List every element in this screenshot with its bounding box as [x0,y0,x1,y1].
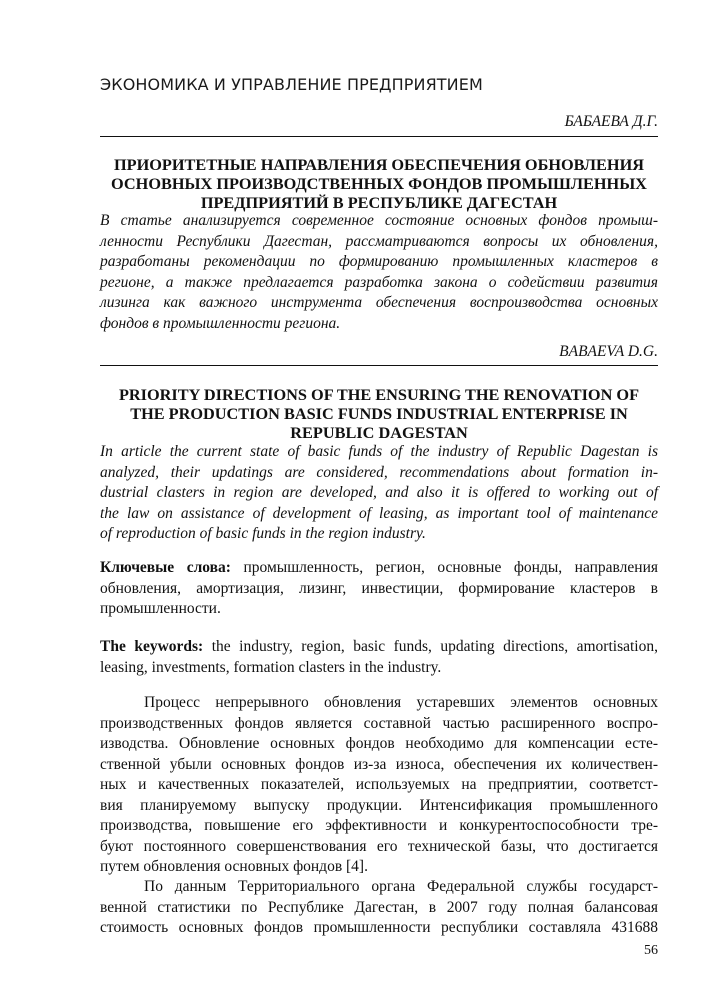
abstract-en-line: the law on assistance of development of leasing, as important tool of maintenance [100,504,658,522]
body-line: Процесс непрерывного обновления устаревших элементов основных [144,694,658,711]
body-paragraph-2 [100,877,658,939]
body-line: ственной убыли основных фондов из-за износа, обеспечения их количествен- [100,755,658,773]
keywords-en [100,637,658,678]
abstract-en [100,442,658,545]
author-ru: БАБАЕВА Д.Г. [564,113,658,130]
body-line: производства, повышение его эффективности и конкурентоспособности тре- [100,817,658,834]
title-ru-line: ОСНОВНЫХ ПРОИЗВОДСТВЕННЫХ ФОНДОВ ПРОМЫШЛЕННЫХ [111,174,647,193]
title-en-line: PRIORITY DIRECTIONS OF THE ENSURING THE RENOVATION OF [118,385,640,404]
abstract-en-line: analyzed, their updatings are considered, recommendations about formation in- [100,463,658,481]
keywords-ru-line: промышленности. [100,600,221,617]
abstract-ru-line: лизинга как важного инструмента обеспечения воспроизводства основных [100,294,658,311]
keywords-ru-text: промышленность, регион, основные фонды, направления [230,559,659,576]
keywords-en-text: the industry, region, basic funds, updating directions, amortisation, [203,638,658,655]
abstract-ru-line: ленности Республики Дагестан, рассматриваются вопросы их обновления, [100,232,658,250]
body-line: производственных фондов является составной частью расширенного воспро- [100,714,658,732]
title-ru-line: ПРИОРИТЕТНЫЕ НАПРАВЛЕНИЯ ОБЕСПЕЧЕНИЯ ОБНОВЛЕНИЯ [114,155,644,174]
keywords-en-label: The keywords: [100,638,204,655]
keywords-ru-line [100,558,658,579]
title-ru-line: ПРЕДПРИЯТИЙ В РЕСПУБЛИКЕ ДАГЕСТАН [200,193,558,212]
abstract-ru-line: В статье анализируется современное состояние основных фондов промыш- [100,212,658,229]
title-en-line: REPUBLIC DAGESTAN [290,423,468,442]
body-line: ных и качественных показателей, используемых на предприятии, соответст- [100,776,658,793]
keywords-en-line: leasing, investments, formation clasters in the industry. [100,658,442,676]
abstract-ru-line: регионе, а также предлагается разработка закона о содействии развития [100,273,658,291]
keywords-ru [100,558,658,620]
body-line: стоимость основных фондов промышленности республики составляла 431688 [100,919,658,936]
body-line: изводства. Обновление основных фондов необходимо для компенсации есте- [100,735,658,752]
divider-rule-en [100,365,658,366]
title-ru [100,155,658,212]
body-line: буют постоянного совершенствования его технической базы, что достигается [100,837,658,855]
body-line: венной статистики по Республике Дагестан, в 2007 году полная балансовая [100,898,658,916]
body-line: путем обновления основных фондов [4]. [100,858,368,875]
abstract-ru-line: фондов в промышленности региона. [100,314,341,332]
keywords-en-line [100,637,658,658]
body-line: По данным Территориального органа Федеральной службы государст- [144,878,658,895]
body-line: вия планируемому выпуску продукции. Интенсификация промышленного [100,796,658,814]
divider-rule-ru [100,136,658,137]
title-en [100,385,658,442]
running-head: ЭКОНОМИКА И УПРАВЛЕНИЕ ПРЕДПРИЯТИЕМ [100,75,483,94]
title-en-line: THE PRODUCTION BASIC FUNDS INDUSTRIAL ENTERPRISE IN [130,404,628,423]
keywords-ru-label: Ключевые слова: [100,559,231,576]
page-number: 56 [644,943,658,958]
abstract-en-line: of reproduction of basic funds in the region industry. [100,525,426,542]
abstract-ru-line: разработаны рекомендации по формированию промышленных кластеров в [100,253,658,270]
body-paragraph-1 [100,693,658,878]
author-en: BABAEVA D.G. [559,343,658,360]
keywords-ru-line: обновления, амортизация, лизинг, инвестиции, формирование кластеров в [100,579,658,597]
abstract-en-line: In article the current state of basic funds of the industry of Republic Dagestan is [100,443,658,460]
abstract-ru [100,211,658,334]
abstract-en-line: dustrial clasters in region are developed, and also it is offered to working out of [100,484,658,501]
